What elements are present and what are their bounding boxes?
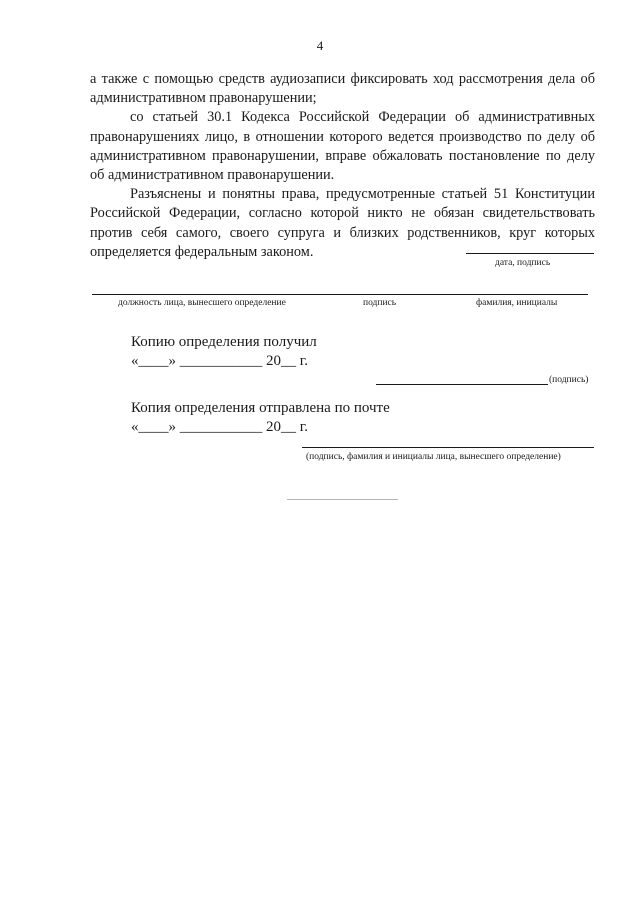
paragraph-appeal-rights: со статьей 30.1 Кодекса Российской Федерации об административных правонарушениях лицо, в отношении которого ведется производство по делу об административном правонарушении, вправе обжаловать постановление по делу об административном правонарушении. xyxy=(90,109,595,184)
end-of-document-rule xyxy=(287,499,398,500)
paragraph-recording: а также с помощью средств аудиозаписи фиксировать ход рассмотрения дела об административном правонарушении; xyxy=(90,71,595,107)
paragraph-constitution-rights: Разъяснены и понятны права, предусмотренные статьей 51 Конституции Российской Федерации, согласно которой никто не обязан свидетельствовать против себя самого, своего супруга и близких родственников, круг которых определяется федеральным законом. xyxy=(90,186,595,260)
name-caption: фамилия, инициалы xyxy=(476,298,558,308)
document-body xyxy=(90,70,595,262)
copy-sent-signature-caption: (подпись, фамилия и инициалы лица, вынесшего определение) xyxy=(306,452,561,462)
page-number: 4 xyxy=(316,38,324,53)
copy-received-signature-caption: (подпись) xyxy=(549,375,589,385)
date-signature-line xyxy=(466,253,594,254)
copy-sent-date: «____» ___________ 20__ г. xyxy=(131,419,308,435)
official-signature-line xyxy=(92,294,588,295)
position-caption: должность лица, вынесшего определение xyxy=(118,298,286,308)
copy-received-date: «____» ___________ 20__ г. xyxy=(131,353,308,369)
signature-caption: подпись xyxy=(363,298,397,308)
copy-sent-signature-line xyxy=(302,447,594,448)
copy-received-signature-line xyxy=(376,384,548,385)
copy-received-title: Копию определения получил xyxy=(131,334,317,350)
copy-sent-title: Копия определения отправлена по почте xyxy=(131,400,390,416)
date-signature-caption: дата, подпись xyxy=(495,258,551,268)
